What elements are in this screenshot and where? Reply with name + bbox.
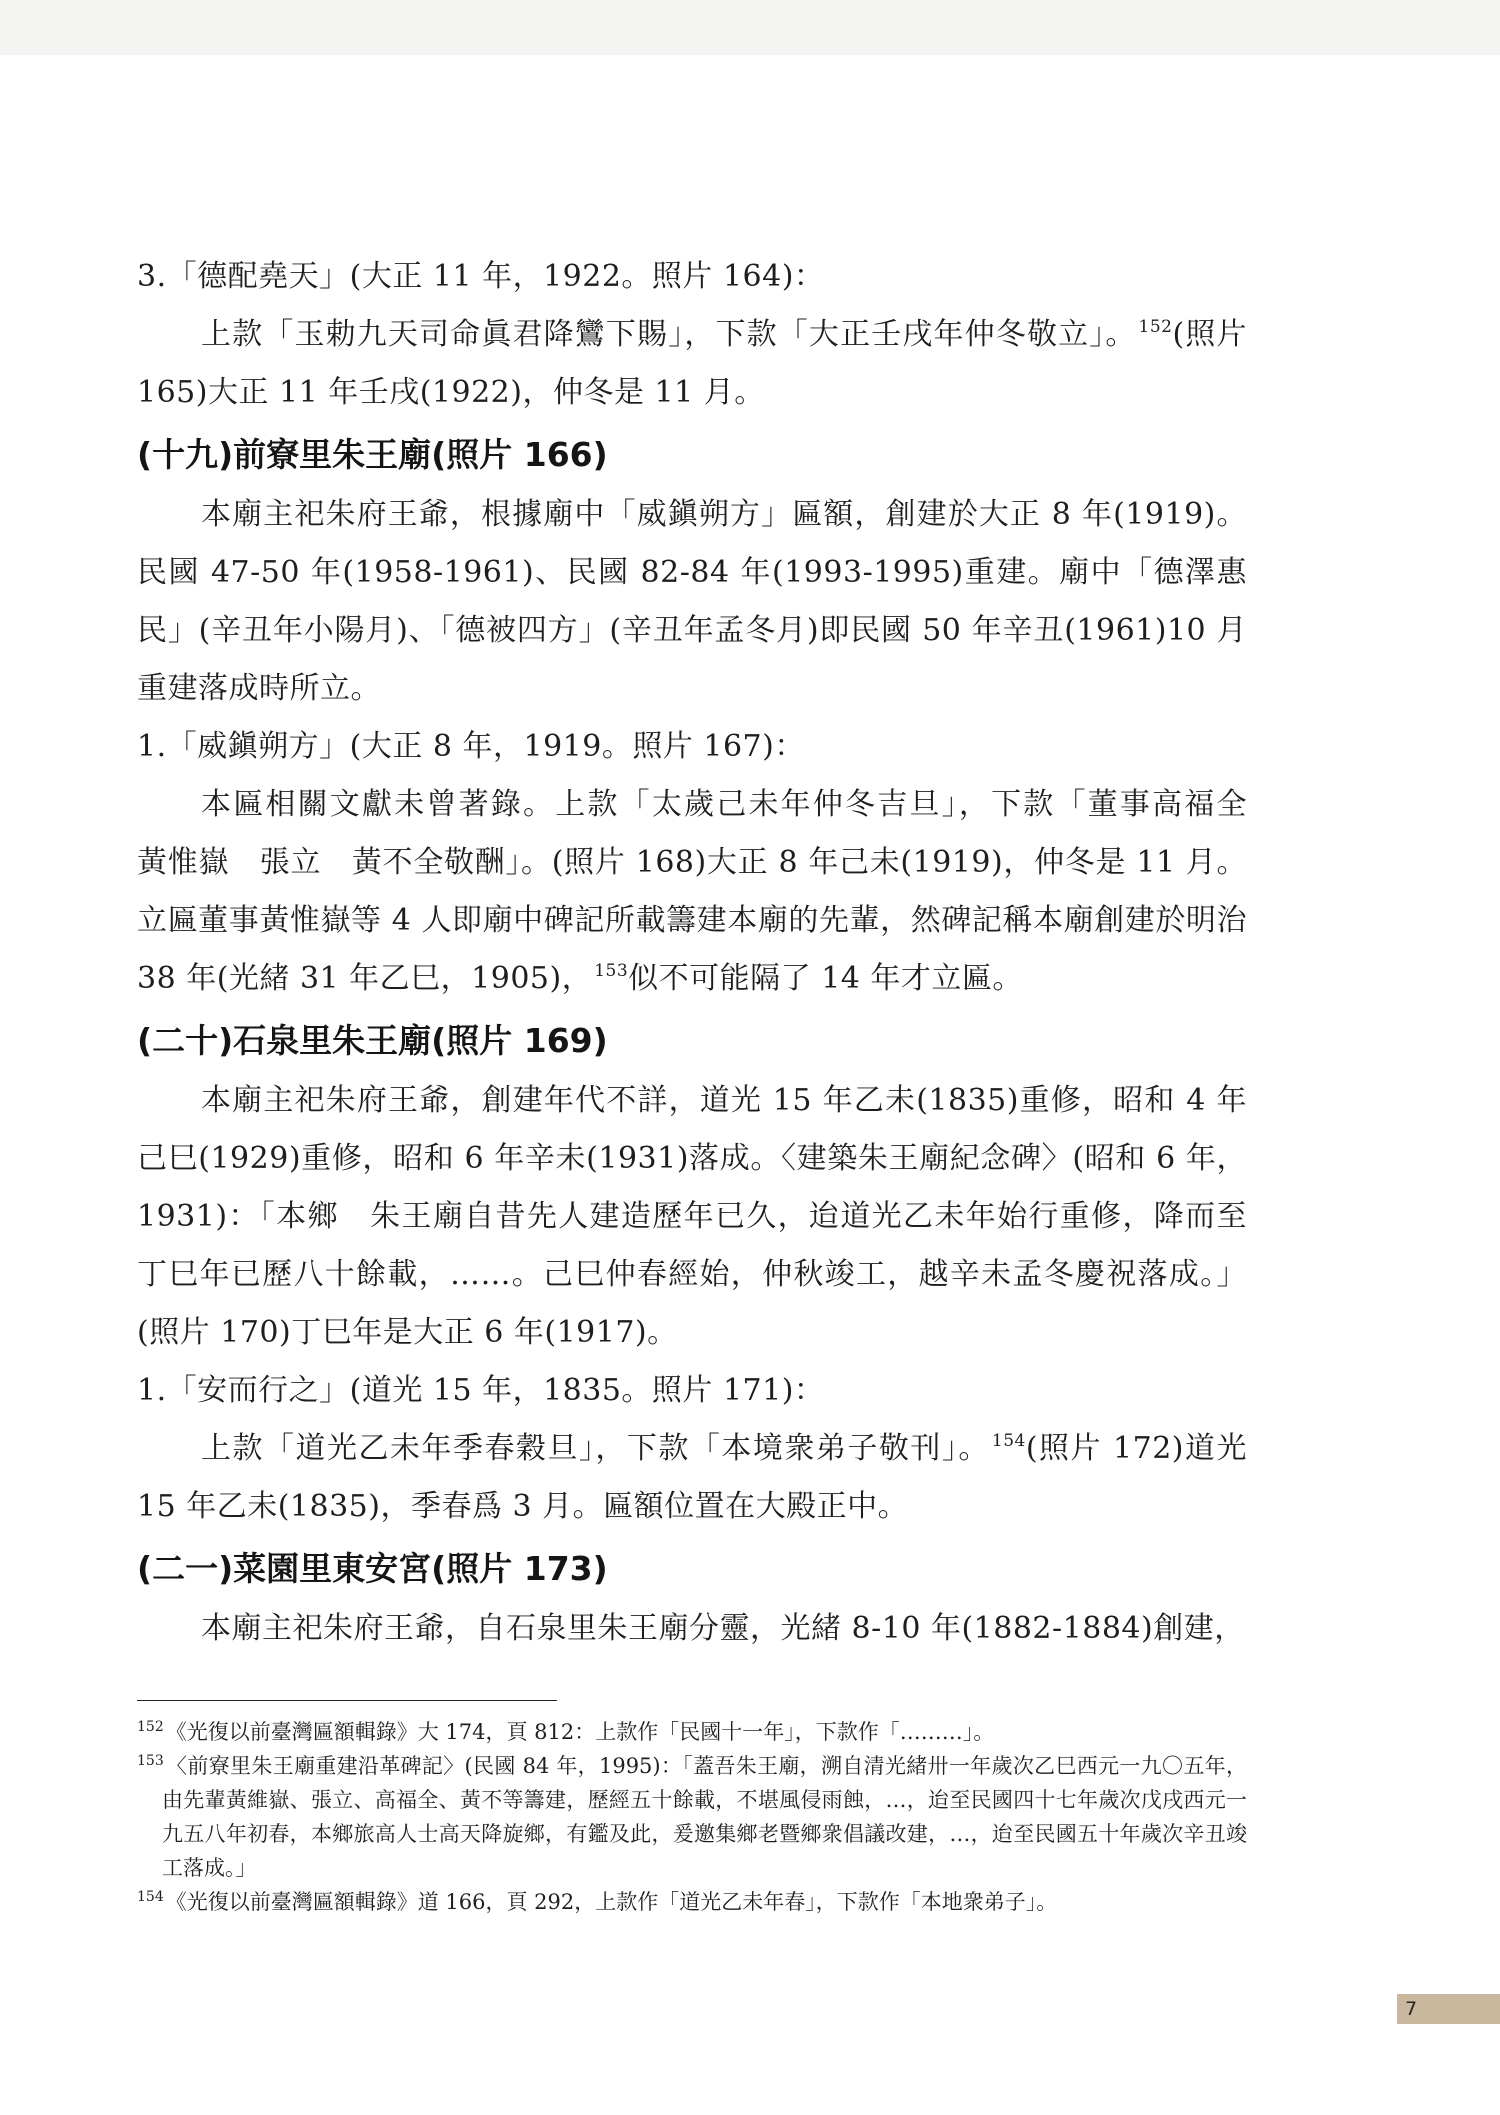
- section-heading: (十九)前寮里朱王廟(照片 166): [137, 435, 608, 474]
- footnote-number: 154: [137, 1889, 164, 1905]
- footnote-number: 153: [137, 1753, 164, 1769]
- footnote-ref[interactable]: 152: [1138, 317, 1173, 337]
- item-heading: 3.「德配堯天」(大正 11 年，1922。照片 164)：: [137, 259, 825, 294]
- page-body: [137, 248, 1278, 1658]
- footnote-number: 152: [137, 1719, 164, 1735]
- paragraph: 上款「玉勅九天司命眞君降鸞下賜」，下款「大正壬戌年仲冬敬立」。 $^{152}$(照片 165)大正 11 年壬戌(1922)，仲冬是 11 月。: [137, 317, 1247, 410]
- footnote: $^{154}$《光復以前臺灣匾額輯錄》道 166，頁 292，上款作「道光乙未年春」，下款作「本地衆弟子」。: [137, 1889, 1058, 1914]
- footnote: $^{153}$〈前寮里朱王廟重建沿革碑記〉(民國 84 年，1995)：「蓋吾朱王廟，溯自清光緒卅一年歲次乙巳西元一九〇五年，由先輩黃維嶽、張立、高福全、黃不等籌建，歷經五十餘載，不堪風侵雨蝕，…，迨至民國四十七年歲次戊戌西元一九五八年初春，本鄉旅高人士高天降旋鄉，有鑑及此，爰邀集鄉老暨鄉衆倡議改建，…，迨至民國五十年歲次辛丑竣工落成。」: [137, 1753, 1247, 1880]
- section-heading: (二一)菜園里東安宮(照片 173): [137, 1549, 608, 1588]
- footnote-ref[interactable]: 154: [991, 1431, 1026, 1451]
- footnote: $^{152}$《光復以前臺灣匾額輯錄》大 174，頁 812：上款作「民國十一年」，下款作「………」。: [137, 1719, 995, 1744]
- scan-top-band: [0, 0, 1500, 55]
- item-heading: 1.「威鎭朔方」(大正 8 年，1919。照片 167)：: [137, 729, 805, 764]
- paragraph: 本廟主祀朱府王爺，自石泉里朱王廟分靈，光緒 8-10 年(1882-1884)創建，: [201, 1611, 1245, 1646]
- paragraph: 本廟主祀朱府王爺，創建年代不詳，道光 15 年乙未(1835)重修，昭和 4 年己巳(1929)重修，昭和 6 年辛未(1931)落成。〈建築朱王廟紀念碑〉(昭和 6 年，1931)：「本鄉 朱王廟自昔先人建造歷年已久，迨道光乙未年始行重修，降而至丁巳年已歷八十餘載，……。己巳仲春經始，仲秋竣工，越辛未孟冬慶祝落成。」(照片 170)丁巳年是大正 6 年(1917)。: [137, 1083, 1247, 1350]
- paragraph: 上款「道光乙未年季春穀旦」，下款「本境衆弟子敬刊」。 $^{154}$(照片 172)道光 15 年乙未(1835)，季春爲 3 月。匾額位置在大殿正中。: [137, 1431, 1248, 1524]
- footnote-ref[interactable]: 153: [594, 961, 629, 981]
- page-number: 7: [1397, 1994, 1500, 2024]
- section-heading: (二十)石泉里朱王廟(照片 169): [137, 1021, 608, 1060]
- paragraph: 本匾相關文獻未曾著錄。上款「太歲己未年仲冬吉旦」，下款「董事高福全 黃惟嶽 張立 黃不全敬酬」。(照片 168)大正 8 年己未(1919)，仲冬是 11 月。立匾董事黃惟嶽等 4 人即廟中碑記所載籌建本廟的先輩，然碑記稱本廟創建於明治 38 年(光緒 31 年乙巳，1905)， $^{153}$似不可能隔了 14 年才立匾。: [137, 787, 1278, 996]
- footnote-divider: [137, 1700, 557, 1701]
- footnotes: [137, 1700, 1247, 1919]
- item-heading: 1.「安而行之」(道光 15 年，1835。照片 171)：: [137, 1373, 825, 1408]
- paragraph: 本廟主祀朱府王爺，根據廟中「威鎭朔方」匾額，創建於大正 8 年(1919)。民國 47-50 年(1958-1961)、民國 82-84 年(1993-1995)重建。廟中「德澤惠民」(辛丑年小陽月)、「德被四方」(辛丑年孟冬月)即民國 50 年辛丑(1961)10 月重建落成時所立。: [137, 497, 1247, 706]
